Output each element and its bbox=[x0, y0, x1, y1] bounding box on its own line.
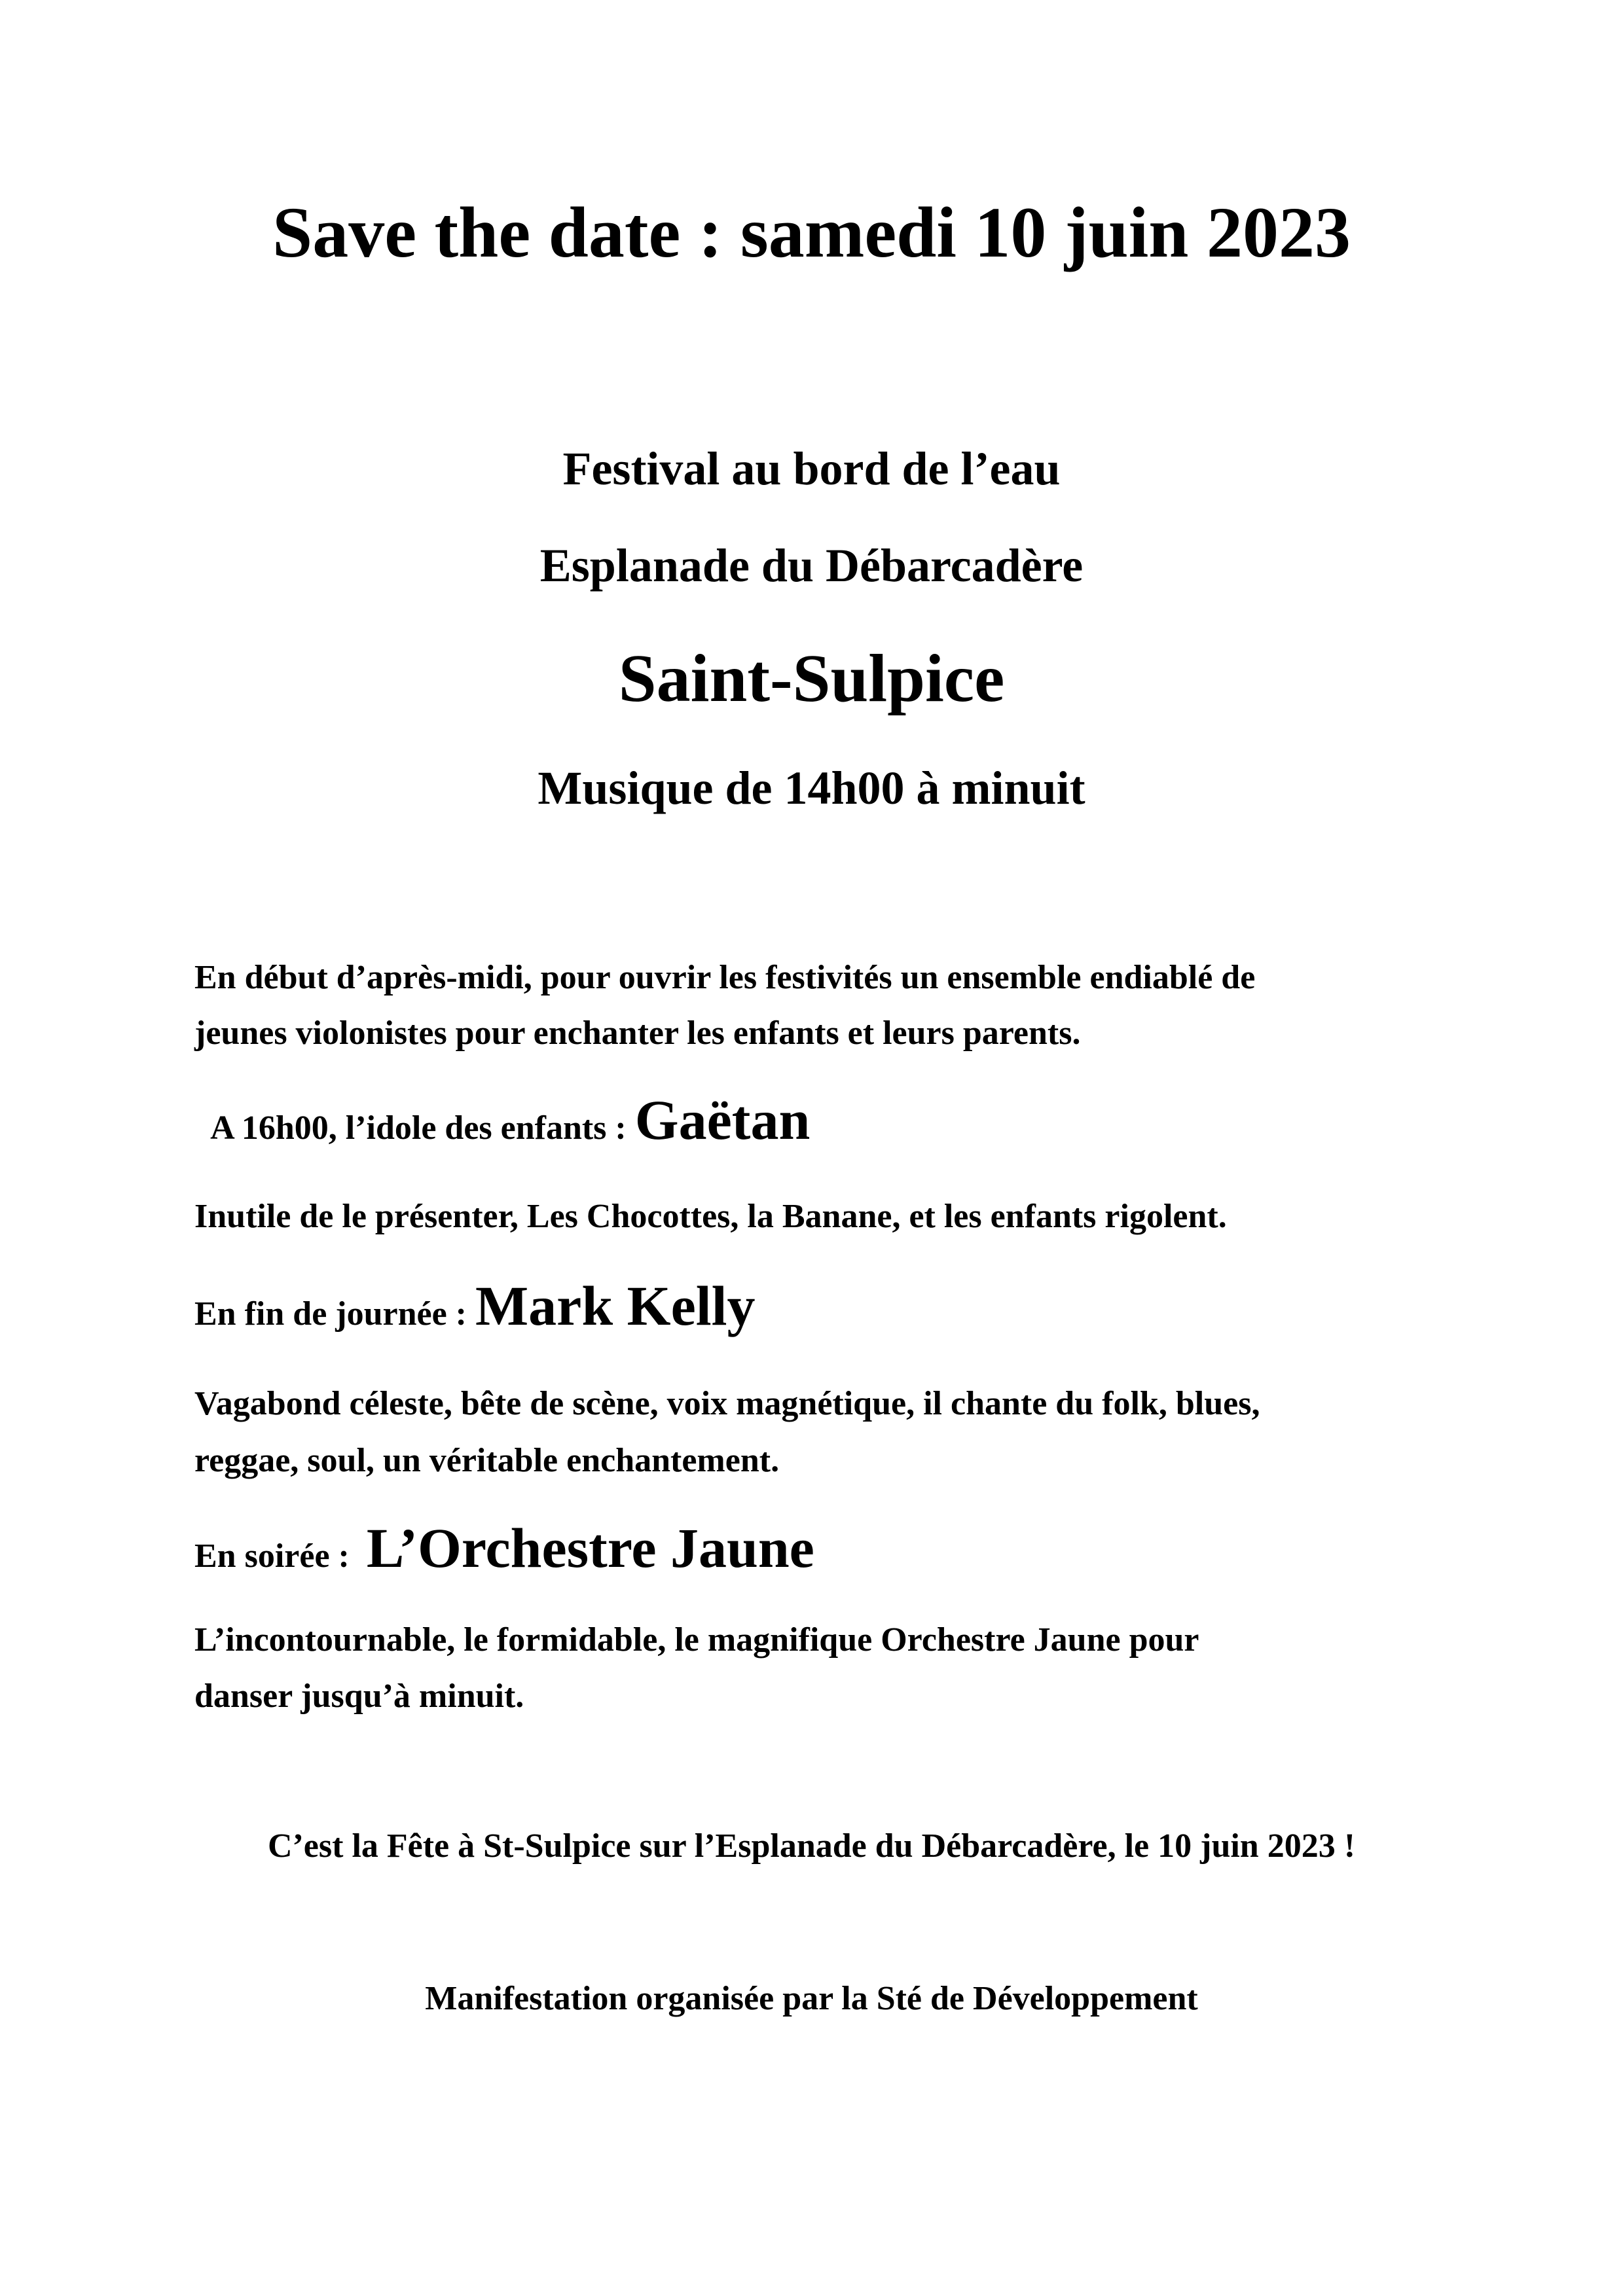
act3-description-line2: danser jusqu’à minuit. bbox=[194, 1677, 524, 1715]
act3-artist: L’Orchestre Jaune bbox=[366, 1516, 814, 1579]
music-hours: Musique de 14h00 à minuit bbox=[538, 762, 1085, 814]
act1-heading bbox=[204, 1088, 811, 1151]
act3-lead: En soirée : bbox=[194, 1537, 367, 1575]
intro-text-line1: En début d’après-midi, pour ouvrir les festivités un ensemble endiablé de bbox=[194, 959, 1256, 996]
act2-description-line1: Vagabond céleste, bête de scène, voix magnétique, il chante du folk, blues, bbox=[194, 1385, 1260, 1422]
act1-lead: A 16h00, l’idole des enfants : bbox=[204, 1109, 635, 1147]
city-name: Saint-Sulpice bbox=[618, 641, 1005, 716]
save-the-date-title: Save the date : samedi 10 juin 2023 bbox=[272, 192, 1351, 272]
closing-line: C’est la Fête à St-Sulpice sur l’Esplanade du Débarcadère, le 10 juin 2023 ! bbox=[267, 1827, 1356, 1865]
venue-name: Esplanade du Débarcadère bbox=[539, 539, 1084, 592]
act1-description: Inutile de le présenter, Les Chocottes, la Banane, et les enfants rigolent. bbox=[194, 1198, 1227, 1235]
act3-description-line1: L’incontournable, le formidable, le magnifique Orchestre Jaune pour bbox=[194, 1621, 1199, 1659]
act2-lead: En fin de journée : bbox=[194, 1295, 475, 1333]
act2-artist: Mark Kelly bbox=[475, 1274, 756, 1337]
act1-artist: Gaëtan bbox=[634, 1088, 811, 1151]
act2-description-line2: reggae, soul, un véritable enchantement. bbox=[194, 1442, 780, 1479]
act3-heading bbox=[194, 1516, 814, 1579]
festival-name: Festival au bord de l’eau bbox=[562, 442, 1061, 495]
act2-heading bbox=[194, 1274, 756, 1337]
intro-text-line2: jeunes violonistes pour enchanter les enfants et leurs parents. bbox=[194, 1014, 1081, 1052]
organizer-line: Manifestation organisée par la Sté de Développement bbox=[425, 1980, 1198, 2017]
